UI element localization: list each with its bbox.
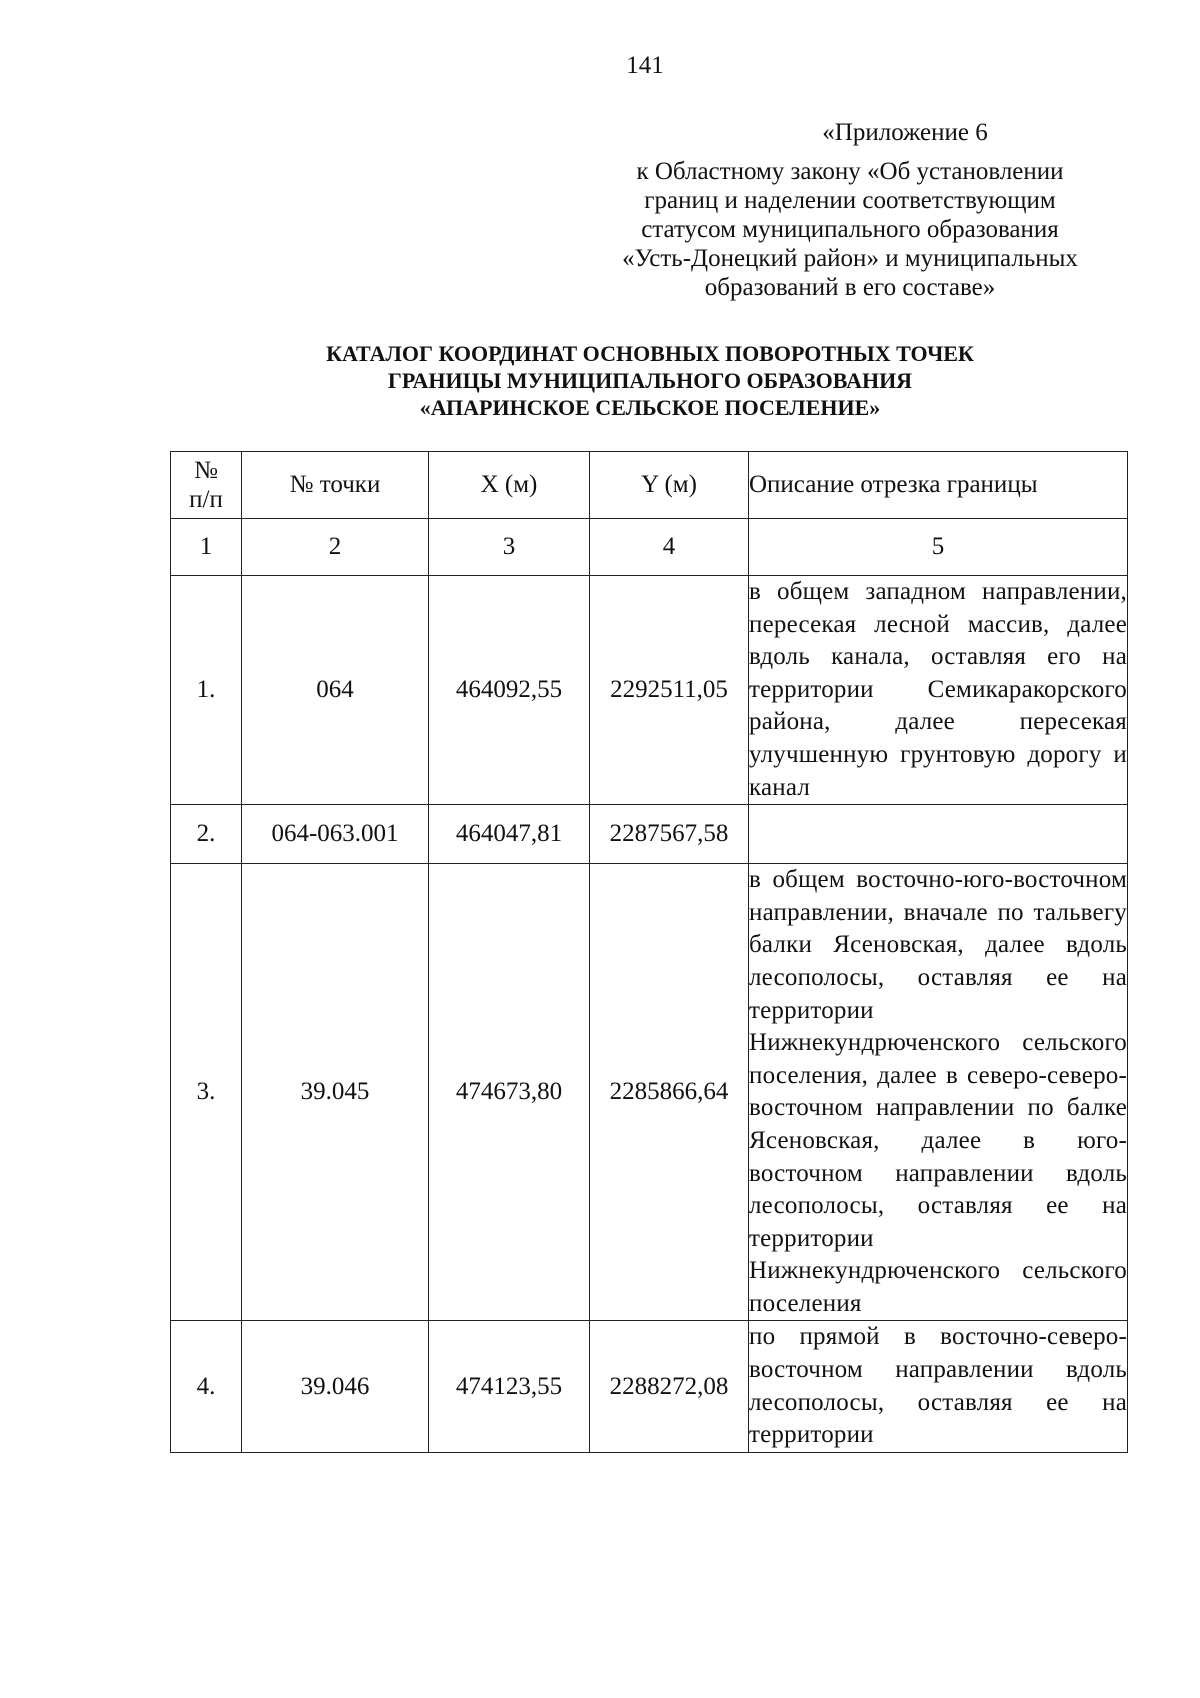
segment-description — [749, 805, 1128, 864]
row-number: 4. — [171, 1321, 242, 1452]
header-x: X (м) — [429, 452, 590, 519]
table-row — [171, 864, 1128, 1321]
document-title — [170, 340, 1130, 421]
title-line: КАТАЛОГ КООРДИНАТ ОСНОВНЫХ ПОВОРОТНЫХ ТОЧЕК — [326, 341, 974, 366]
segment-description: по прямой в восточно-северо-восточном направлении вдоль лесополосы, оставляя ее на территории — [749, 1321, 1128, 1452]
column-index: 1 — [171, 519, 242, 576]
appendix-title: «Приложение 6 — [822, 119, 988, 146]
header-description: Описание отрезка границы — [749, 452, 1128, 519]
appendix-header — [580, 118, 1120, 302]
header-number-bottom: п/п — [189, 486, 223, 513]
appendix-line: образований в его составе» — [704, 274, 996, 301]
y-coordinate: 2285866,64 — [590, 864, 749, 1321]
point-id: 39.046 — [242, 1321, 429, 1452]
y-coordinate: 2292511,05 — [590, 576, 749, 805]
appendix-line: статусом муниципального образования — [641, 216, 1059, 243]
row-number: 3. — [171, 864, 242, 1321]
row-number: 2. — [171, 805, 242, 864]
y-coordinate: 2288272,08 — [590, 1321, 749, 1452]
column-index: 3 — [429, 519, 590, 576]
page-number: 141 — [626, 52, 664, 79]
y-coordinate: 2287567,58 — [590, 805, 749, 864]
appendix-line: «Усть-Донецкий район» и муниципальных — [622, 245, 1078, 272]
column-index: 4 — [590, 519, 749, 576]
point-id: 064-063.001 — [242, 805, 429, 864]
column-index-row — [171, 519, 1128, 576]
column-index: 2 — [242, 519, 429, 576]
row-number: 1. — [171, 576, 242, 805]
title-line: ГРАНИЦЫ МУНИЦИПАЛЬНОГО ОБРАЗОВАНИЯ — [387, 368, 913, 393]
appendix-line: к Областному закону «Об установлении — [636, 158, 1064, 185]
table-row — [171, 1321, 1128, 1452]
point-id: 064 — [242, 576, 429, 805]
x-coordinate: 464092,55 — [429, 576, 590, 805]
column-index: 5 — [749, 519, 1128, 576]
table-row — [171, 576, 1128, 805]
header-y: Y (м) — [590, 452, 749, 519]
table-header-row — [171, 452, 1128, 519]
title-line: «АПАРИНСКОЕ СЕЛЬСКОЕ ПОСЕЛЕНИЕ» — [419, 395, 881, 420]
header-point: № точки — [242, 452, 429, 519]
x-coordinate: 474123,55 — [429, 1321, 590, 1452]
coordinates-table — [170, 451, 1128, 1453]
segment-description: в общем восточно-юго-восточном направлении, вначале по тальвегу балки Ясеновская, далее вдоль лесополосы, оставляя ее на территории Нижнекундрюченского сельского поселения, далее в северо-северо-восточном направлении по балке Ясеновская, далее в юго-восточном направлении вдоль лесополосы, оставляя ее на территории Нижнекундрюченского сельского поселения — [749, 864, 1128, 1321]
segment-description: в общем западном направлении, пересекая лесной массив, далее вдоль канала, оставляя его на территории Семикаракорского района, далее пересекая улучшенную грунтовую дорогу и канал — [749, 576, 1128, 805]
header-number-top: № — [194, 457, 218, 484]
header-number — [171, 452, 242, 519]
table-row — [171, 805, 1128, 864]
x-coordinate: 474673,80 — [429, 864, 590, 1321]
appendix-line: границ и наделении соответствующим — [644, 187, 1056, 214]
x-coordinate: 464047,81 — [429, 805, 590, 864]
point-id: 39.045 — [242, 864, 429, 1321]
